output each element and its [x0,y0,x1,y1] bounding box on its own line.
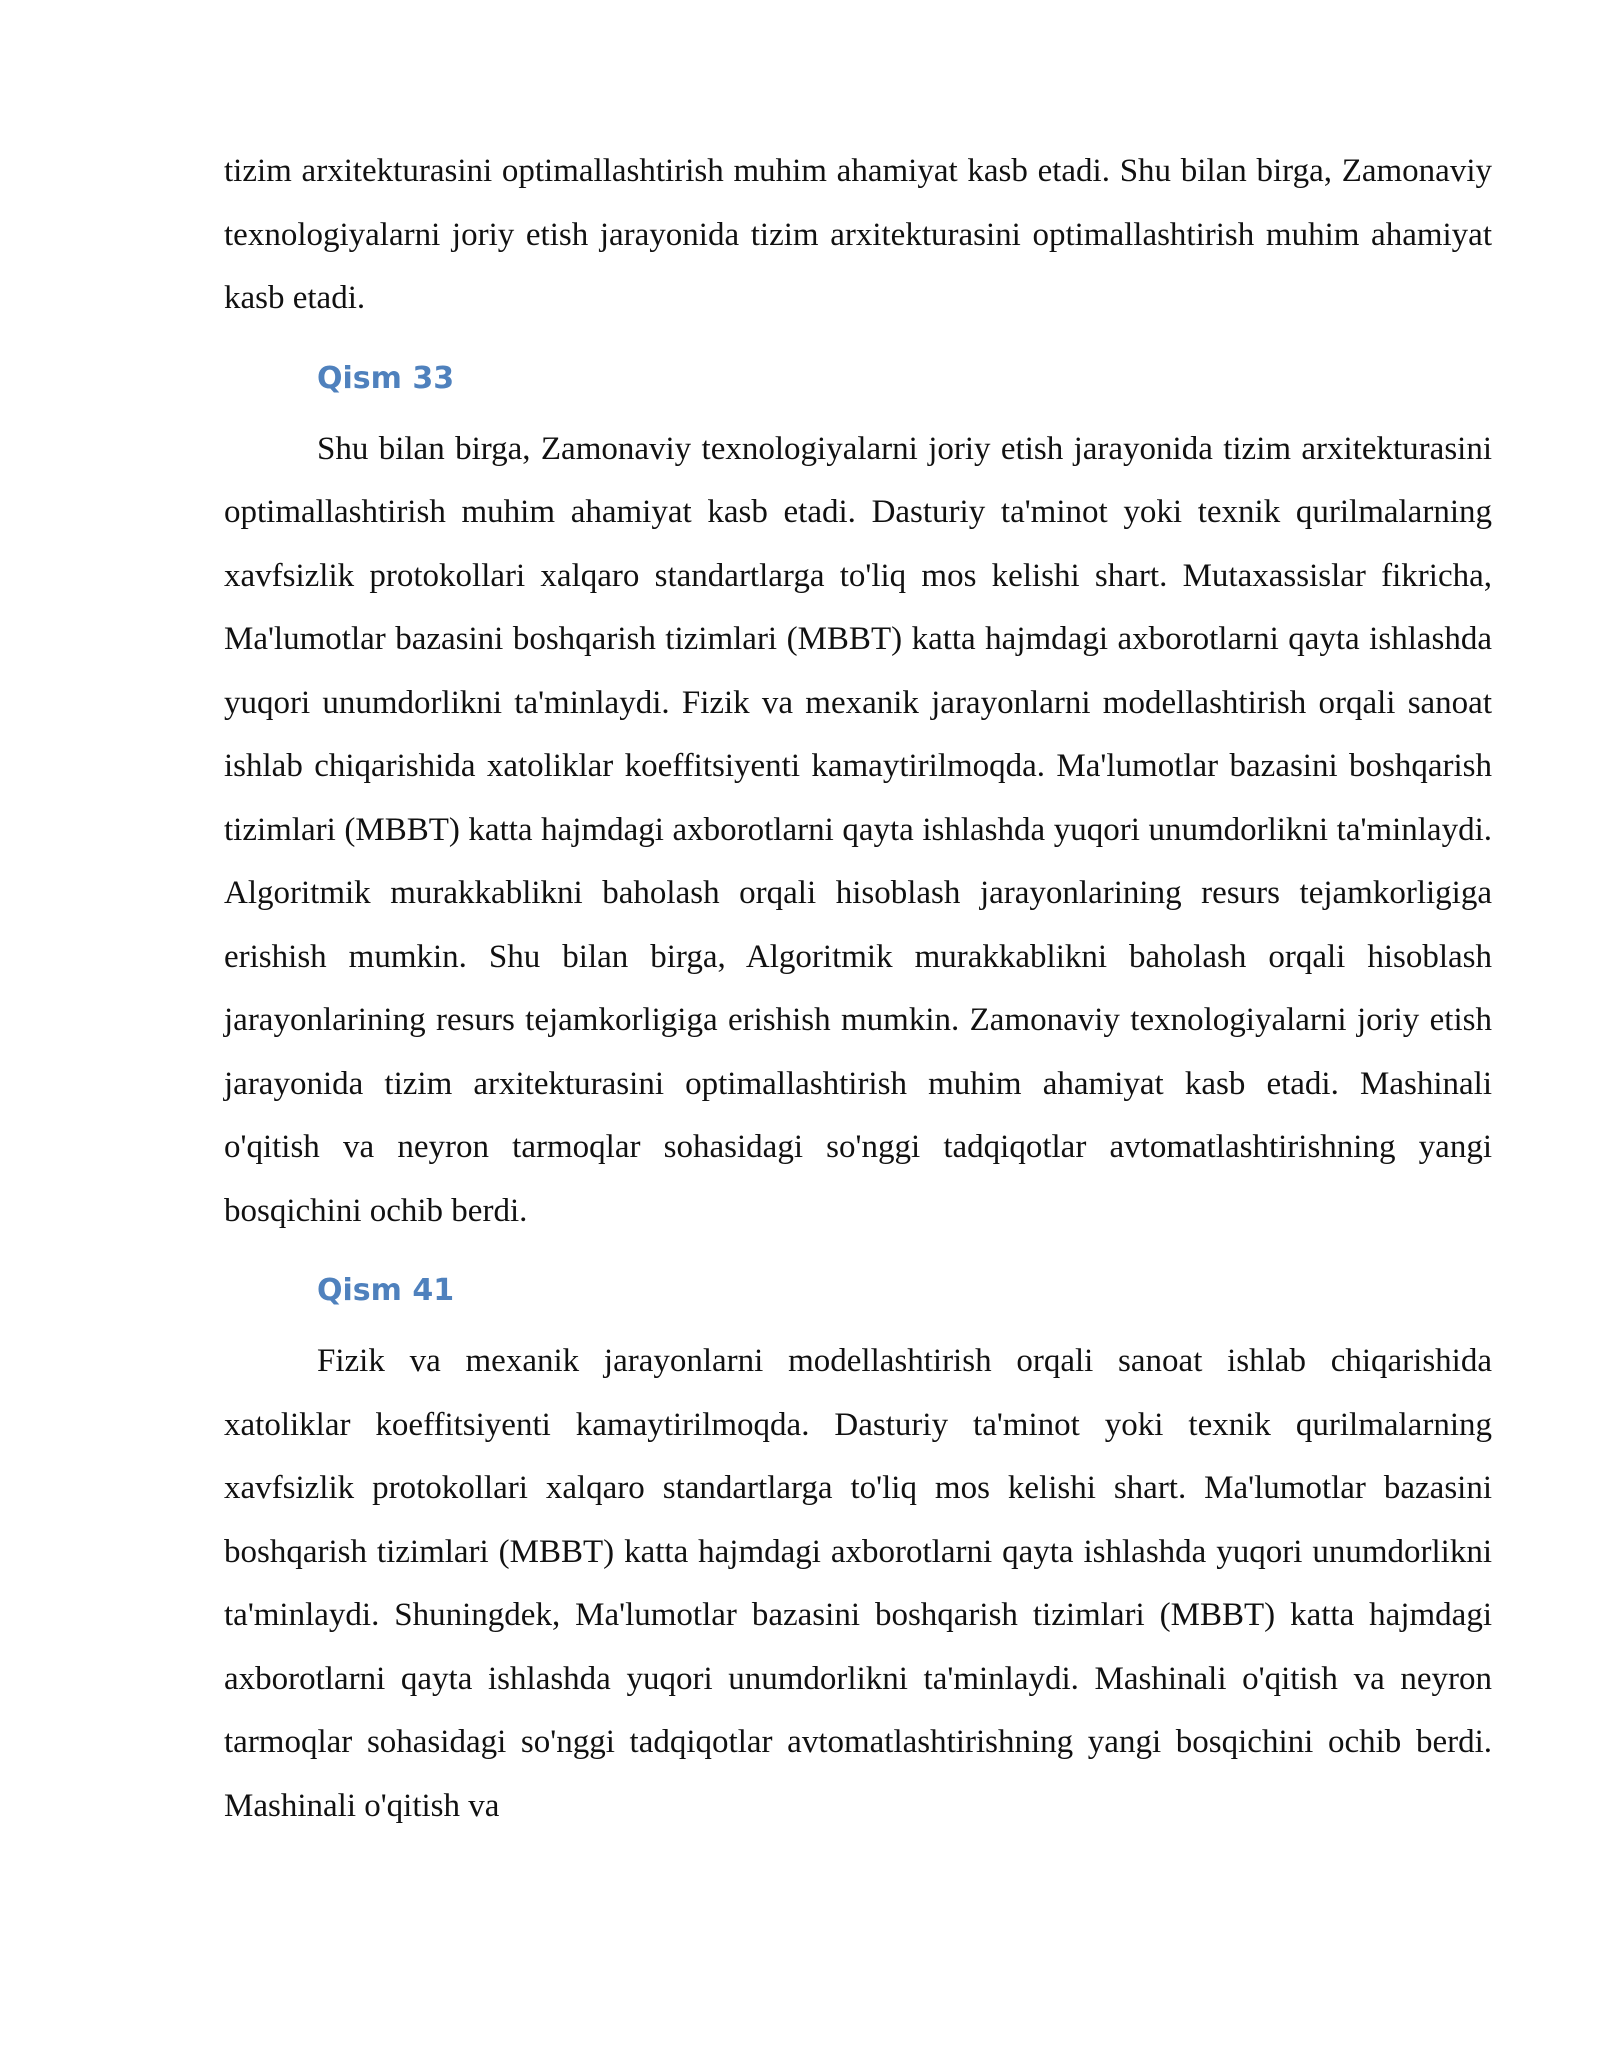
paragraph-qism-33: Shu bilan birga, Zamonaviy texnologiyalarni joriy etish jarayonida tizim arxitekturasini optimallashtirish muhim ahamiyat kasb etadi. Dasturiy ta'minot yoki texnik qurilmalarning xavfsizlik protokollari xalqaro standartlarga to'liq mos kelishi shart. Mutaxassislar fikricha, Ma'lumotlar bazasini boshqarish tizimlari (MBBT) katta hajmdagi axborotlarni qayta ishlashda yuqori unumdorlikni ta'minlaydi. Fizik va mexanik jarayonlarni modellashtirish orqali sanoat ishlab chiqarishida xatoliklar koeffitsiyenti kamaytirilmoqda. Ma'lumotlar bazasini boshqarish tizimlari (MBBT) katta hajmdagi axborotlarni qayta ishlashda yuqori unumdorlikni ta'minlaydi. Algoritmik murakkablikni baholash orqali hisoblash jarayonlarining resurs tejamkorligiga erishish mumkin. Shu bilan birga, Algoritmik murakkablikni baholash orqali hisoblash jarayonlarining resurs tejamkorligiga erishish mumkin. Zamonaviy texnologiyalarni joriy etish jarayonida tizim arxitekturasini optimallashtirish muhim ahamiyat kasb etadi. Mashinali o'qitish va neyron tarmoqlar sohasidagi so'nggi tadqiqotlar avtomatlashtirishning yangi bosqichini ochib berdi. [224,430,1492,1229]
section-heading-qism-41: Qism 41 [317,1273,455,1308]
paragraph-continuation: tizim arxitekturasini optimallashtirish muhim ahamiyat kasb etadi. Shu bilan birga, Zamonaviy texnologiyalarni joriy etish jarayonida tizim arxitekturasini optimallashtirish muhim ahamiyat kasb etadi. [224,153,1492,316]
section-heading-qism-33: Qism 33 [317,360,455,396]
document-body [224,140,1492,1838]
paragraph-qism-41: Fizik va mexanik jarayonlarni modellashtirish orqali sanoat ishlab chiqarishida xatoliklar koeffitsiyenti kamaytirilmoqda. Dasturiy ta'minot yoki texnik qurilmalarning xavfsizlik protokollari xalqaro standartlarga to'liq mos kelishi shart. Ma'lumotlar bazasini boshqarish tizimlari (MBBT) katta hajmdagi axborotlarni qayta ishlashda yuqori unumdorlikni ta'minlaydi. Shuningdek, Ma'lumotlar bazasini boshqarish tizimlari (MBBT) katta hajmdagi axborotlarni qayta ishlashda yuqori unumdorlikni ta'minlaydi. Mashinali o'qitish va neyron tarmoqlar sohasidagi so'nggi tadqiqotlar avtomatlashtirishning yangi bosqichini ochib berdi. Mashinali o'qitish va [224,1343,1492,1824]
